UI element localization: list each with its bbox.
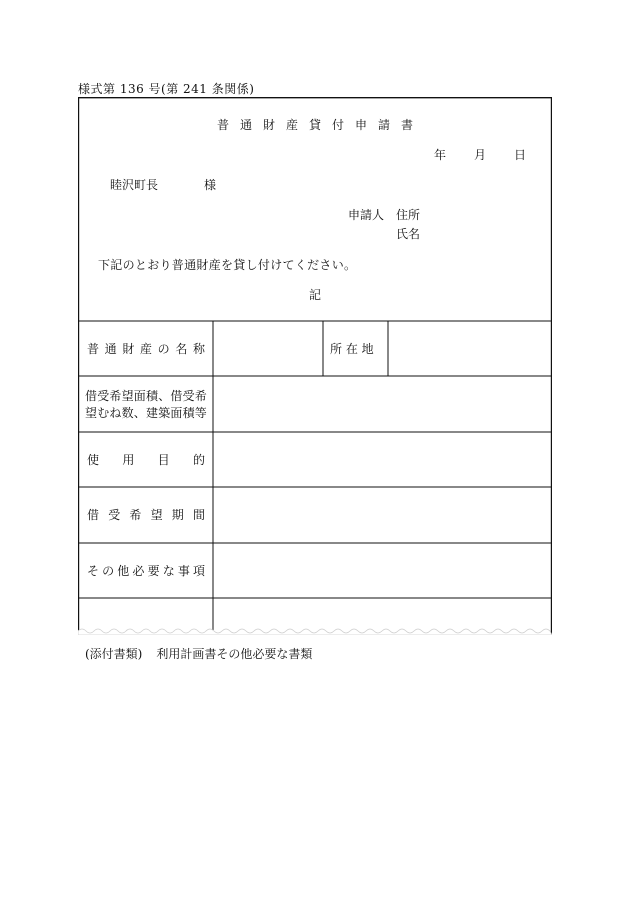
date-line (434, 149, 526, 161)
addressee: 睦沢町長 (110, 178, 159, 192)
purpose-label: 使用目的 (87, 453, 205, 467)
date-year: 年 (433, 148, 446, 162)
location-value[interactable] (388, 333, 552, 365)
applicant-label: 申請人 (348, 208, 385, 222)
other-matters-value[interactable] (213, 553, 552, 589)
date-month: 月 (473, 148, 486, 162)
application-form (78, 97, 552, 635)
property-name-value[interactable] (213, 333, 323, 365)
attachments-note (85, 645, 312, 662)
property-name-label: 普通財産の名称 (87, 342, 205, 356)
lease-period-value[interactable] (213, 497, 552, 533)
date-day: 日 (513, 148, 526, 162)
attachments-label: (添付書類) (85, 647, 143, 661)
desired-area-value[interactable] (213, 386, 552, 422)
ki-heading: 記 (308, 288, 321, 302)
desired-area-label: 借受希望面積、借受希望むね数、建築面積等 (85, 389, 208, 420)
form-number-label: 様式第 136 号(第 241 条関係) (78, 82, 255, 96)
lease-period-label: 借受希望期間 (87, 508, 205, 522)
purpose-value[interactable] (213, 442, 552, 478)
addressee-honorific: 様 (204, 178, 217, 192)
request-body-text: 下記のとおり普通財産を貸し付けてください。 (98, 258, 357, 272)
attachments-text: 利用計画書その他必要な書類 (156, 647, 313, 661)
document-title: 普通財産貸付申請書 (216, 118, 424, 132)
applicant-name-label: 氏名 (396, 227, 421, 241)
applicant-address-label: 住所 (396, 208, 421, 222)
other-matters-label: その他必要な事項 (87, 564, 205, 578)
location-label: 所 在 地 (330, 342, 374, 356)
